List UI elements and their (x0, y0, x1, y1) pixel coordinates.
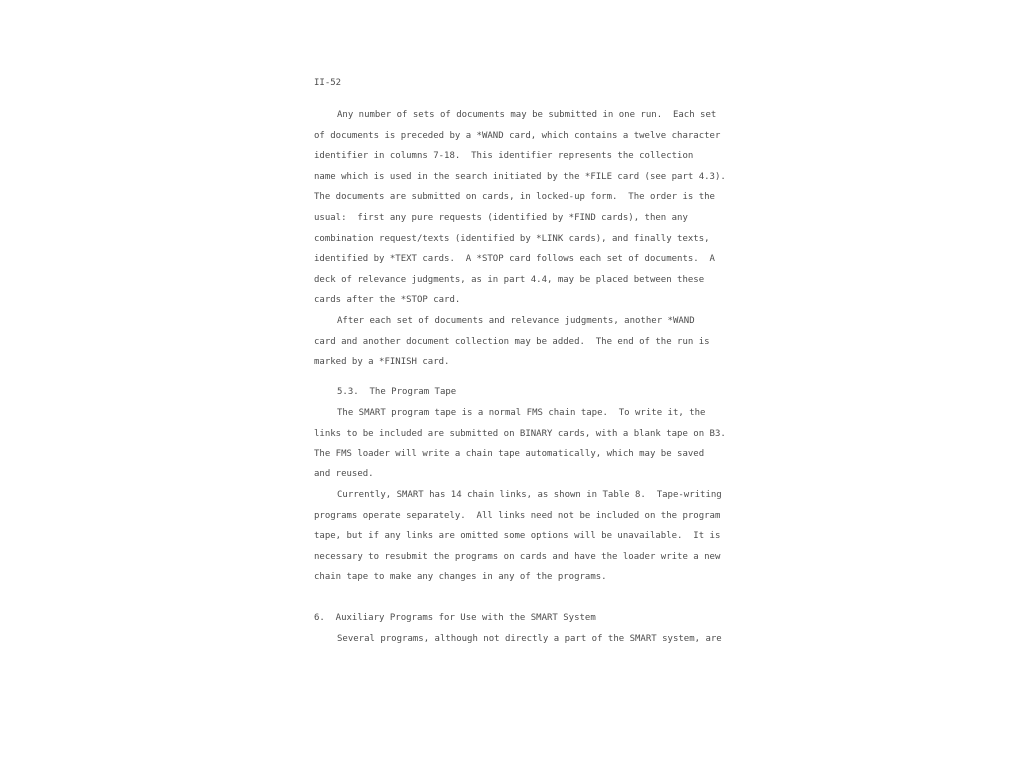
page-number: II-52 (314, 78, 342, 88)
text-line: programs operate separately. All links need not be included on the program (314, 511, 721, 521)
text-line: identifier in columns 7-18. This identifier represents the collection (314, 151, 694, 161)
text-line: cards after the *STOP card. (314, 295, 461, 305)
text-line: marked by a *FINISH card. (314, 357, 450, 367)
text-line: tape, but if any links are omitted some options will be unavailable. It is (314, 531, 721, 541)
text-line: combination request/texts (identified by *LINK cards), and finally texts, (314, 234, 710, 244)
text-line: deck of relevance judgments, as in part 4.4, may be placed between these (314, 275, 705, 285)
text-line: The FMS loader will write a chain tape automatically, which may be saved (314, 449, 705, 459)
text-line: of documents is preceded by a *WAND card, which contains a twelve character (314, 131, 721, 141)
text-line: After each set of documents and relevance judgments, another *WAND (337, 316, 695, 326)
text-line: links to be included are submitted on BINARY cards, with a blank tape on B3. (314, 429, 726, 439)
text-line: identified by *TEXT cards. A *STOP card follows each set of documents. A (314, 254, 715, 264)
text-line: chain tape to make any changes in any of the programs. (314, 572, 607, 582)
text-line: necessary to resubmit the programs on cards and have the loader write a new (314, 552, 721, 562)
text-line: The SMART program tape is a normal FMS chain tape. To write it, the (337, 408, 706, 418)
text-line: The documents are submitted on cards, in locked-up form. The order is the (314, 192, 715, 202)
text-line: Several programs, although not directly a part of the SMART system, are (337, 634, 722, 644)
text-line: name which is used in the search initiated by the *FILE card (see part 4.3). (314, 172, 726, 182)
text-line: and reused. (314, 469, 374, 479)
section-heading: 6. Auxiliary Programs for Use with the SMART System (314, 613, 596, 623)
text-line: Any number of sets of documents may be submitted in one run. Each set (337, 110, 717, 120)
text-line: usual: first any pure requests (identified by *FIND cards), then any (314, 213, 688, 223)
text-line: card and another document collection may be added. The end of the run is (314, 337, 710, 347)
text-line: Currently, SMART has 14 chain links, as shown in Table 8. Tape-writing (337, 490, 722, 500)
section-heading: 5.3. The Program Tape (337, 387, 457, 397)
